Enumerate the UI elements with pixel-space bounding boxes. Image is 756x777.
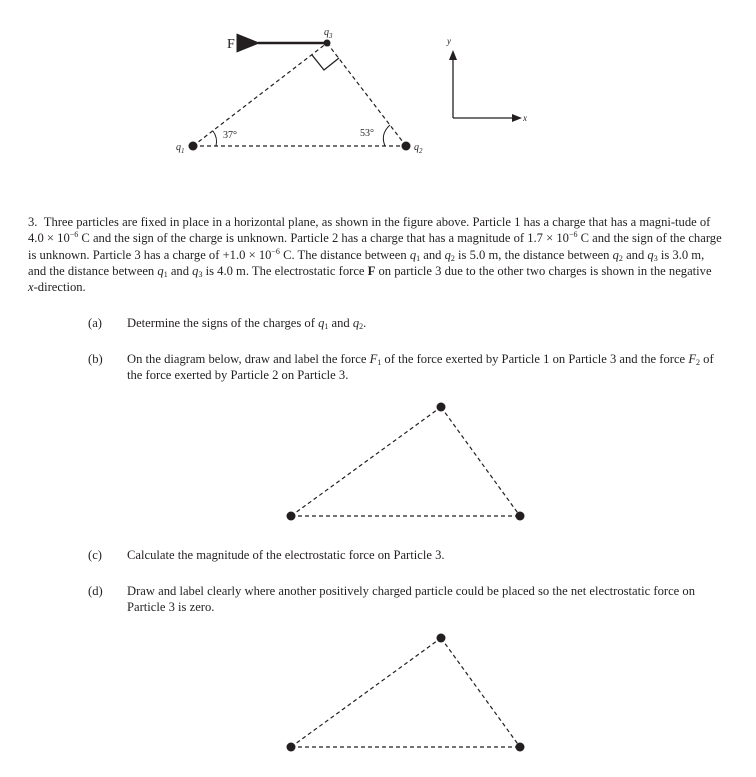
- angle-53-label: 53°: [360, 128, 374, 139]
- part-c: (c) Calculate the magnitude of the electrostatic force on Particle 3.: [88, 548, 445, 562]
- part-a: (a) Determine the signs of the charges of $q_1$ and $q_2$.: [88, 316, 367, 331]
- q3-label: $q_3$: [324, 27, 333, 40]
- part-d: (d) Draw and label clearly where another positively charged particle could be placed so the net electrostatic force on Particle 3 is zero.: [88, 584, 695, 615]
- svg-text:y: y: [447, 36, 451, 46]
- diagram-b-charge-q2: [516, 512, 525, 521]
- problem-statement: 3. Three particles are fixed in place in a horizontal plane, as shown in the figure above. Particle 1 has a charge that has a magni-tude of $4.0 \times 10^{-6}$ C and the sign of the charge is unknown. Particle 2 has a charge that has a magnitude of $1.7 \times 10^{-6}$ C and the sign of the charge is unknown. Particle 3 has a charge of $+1.0 \times 10^{-6}$ C. The distance between $q_1$ and $q_2$ is 5.0 m, the distance between $q_2$ and $q_3$ is 3.0 m, and the distance between $q_1$ and $q_3$ is 4.0 m. The electrostatic force F on particle 3 due to the other two charges is shown in the negative x-direction.: [28, 215, 722, 295]
- force-label: F: [227, 37, 235, 52]
- diagram-b-charge-q3: [437, 403, 446, 412]
- q2-label: $q_2$: [414, 142, 423, 155]
- diagram-b-charge-q1: [287, 512, 296, 521]
- angle-37-label: 37°: [223, 130, 237, 141]
- q1-label: $q_1$: [176, 142, 185, 155]
- part-b: (b) On the diagram below, draw and label the force $F_1$ of the force exerted by Particle 1 on Particle 3 and the force $F_2$ of the force exerted by Particle 2 on Particle 3.: [88, 352, 714, 383]
- svg-text:x: x: [523, 113, 527, 123]
